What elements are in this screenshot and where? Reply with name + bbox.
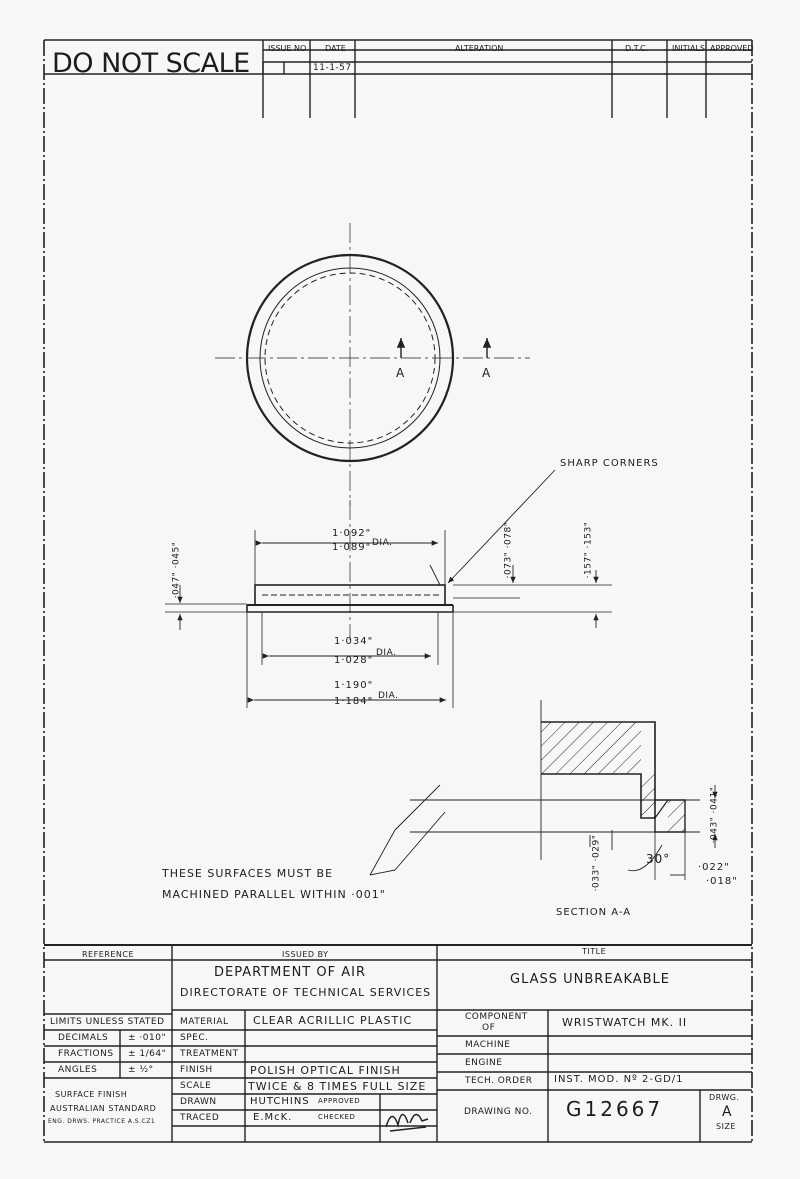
angle-label: 30°: [646, 852, 671, 866]
tb-finish-value: POLISH OPTICAL FINISH: [250, 1064, 401, 1077]
dim-left-thickness: ·047" ·045": [171, 541, 182, 599]
dim-section-height: ·043" ·041": [709, 786, 720, 844]
dim-inner-dia-lower: 1·028": [334, 655, 374, 666]
note-line-2: MACHINED PARALLEL WITHIN ·001": [162, 888, 386, 901]
tb-limits: LIMITS UNLESS STATED: [50, 1017, 165, 1027]
tb-tech-order: TECH. ORDER: [465, 1076, 533, 1086]
dim-step-height: ·073" ·078": [503, 521, 514, 579]
tb-size-value: A: [722, 1104, 733, 1120]
initials-signature: [382, 1097, 434, 1141]
dim-section-width-lower: ·018": [706, 876, 738, 887]
section-label: SECTION A-A: [556, 907, 632, 918]
tb-drwg: DRWG.: [709, 1093, 740, 1102]
elevation-view: [165, 470, 612, 708]
sharp-corners-note: SHARP CORNERS: [560, 458, 659, 469]
dim-section-lip: ·033" ·029": [591, 834, 602, 892]
tb-surface-finish: SURFACE FINISH: [55, 1090, 128, 1099]
col-approved: APPROVED: [710, 44, 754, 53]
tb-checked: CHECKED: [318, 1113, 356, 1121]
tb-reference: REFERENCE: [82, 950, 135, 959]
tb-traced: TRACED: [180, 1113, 220, 1123]
tb-australian-standard: AUSTRALIAN STANDARD: [50, 1104, 157, 1113]
dim-outer-dia-lower: 1·184": [334, 696, 374, 707]
tb-drawn-value: HUTCHINS: [250, 1096, 310, 1107]
dim-outer-dia-upper: 1·190": [334, 680, 374, 691]
tb-size: SIZE: [716, 1122, 736, 1131]
tb-dept: DEPARTMENT OF AIR: [214, 965, 366, 980]
tb-approved: APPROVED: [318, 1097, 361, 1105]
tb-finish: FINISH: [180, 1065, 213, 1075]
tb-drawn: DRAWN: [180, 1097, 217, 1107]
tb-angles: ANGLES: [58, 1065, 98, 1075]
tb-angles-value: ± ½°: [128, 1065, 154, 1075]
tb-treatment: TREATMENT: [180, 1049, 239, 1059]
col-alteration: ALTERATION: [455, 44, 504, 53]
note-line-1: THESE SURFACES MUST BE: [162, 867, 334, 880]
tb-tech-order-value: INST. MOD. Nº 2-GD/1: [554, 1074, 684, 1085]
tb-title: TITLE: [582, 947, 607, 956]
plan-view: [215, 223, 530, 505]
tb-eng-drws: ENG. DRWS. PRACTICE A.S.CZ1: [48, 1118, 156, 1125]
dim-section-width-upper: ·022": [698, 862, 730, 873]
tb-component-value: WRISTWATCH MK. II: [562, 1016, 688, 1029]
tb-engine: ENGINE: [465, 1058, 503, 1068]
tb-machine: MACHINE: [465, 1040, 511, 1050]
dim-top-dia-lower: 1·089": [332, 542, 372, 553]
dim-top-dia-upper: 1·092": [332, 528, 372, 539]
tb-scale: SCALE: [180, 1081, 212, 1091]
tb-title-value: GLASS UNBREAKABLE: [510, 972, 671, 987]
dim-dia-suffix-top: DIA.: [372, 538, 393, 548]
do-not-scale-label: DO NOT SCALE: [52, 48, 250, 79]
tb-fractions: FRACTIONS: [58, 1049, 114, 1059]
tb-material-value: CLEAR ACRILLIC PLASTIC: [253, 1014, 413, 1027]
tb-drawing-no: DRAWING NO.: [464, 1107, 533, 1117]
dim-inner-dia-upper: 1·034": [334, 636, 374, 647]
tb-scale-value: TWICE & 8 TIMES FULL SIZE: [248, 1080, 427, 1093]
tb-traced-value: E.McK.: [253, 1112, 293, 1123]
dim-dia-suffix-outer: DIA.: [378, 691, 399, 701]
col-initials: INITIALS: [672, 44, 705, 53]
col-dtc: D.T.C.: [625, 44, 649, 53]
dim-dia-suffix-inner: DIA.: [376, 648, 397, 658]
tb-directorate: DIRECTORATE OF TECHNICAL SERVICES: [180, 986, 432, 999]
tb-decimals: DECIMALS: [58, 1033, 109, 1043]
col-date: DATE: [325, 44, 346, 53]
tb-component-of: OF: [482, 1023, 496, 1033]
col-issue-no: ISSUE NO: [268, 44, 307, 53]
tb-component: COMPONENT: [465, 1012, 528, 1022]
tb-drawing-no-value: G12667: [566, 1097, 664, 1121]
tb-issued-by: ISSUED BY: [282, 950, 329, 959]
issue-date: 11-1-57: [313, 63, 352, 73]
section-mark-a2: A: [482, 366, 492, 380]
tb-decimals-value: ± ·010": [128, 1033, 167, 1043]
section-mark-a1: A: [396, 366, 406, 380]
tb-fractions-value: ± 1/64": [128, 1049, 167, 1059]
dim-total-height: ·157" ·153": [583, 521, 594, 579]
tb-spec: SPEC.: [180, 1033, 209, 1043]
tb-material: MATERIAL: [180, 1017, 229, 1027]
